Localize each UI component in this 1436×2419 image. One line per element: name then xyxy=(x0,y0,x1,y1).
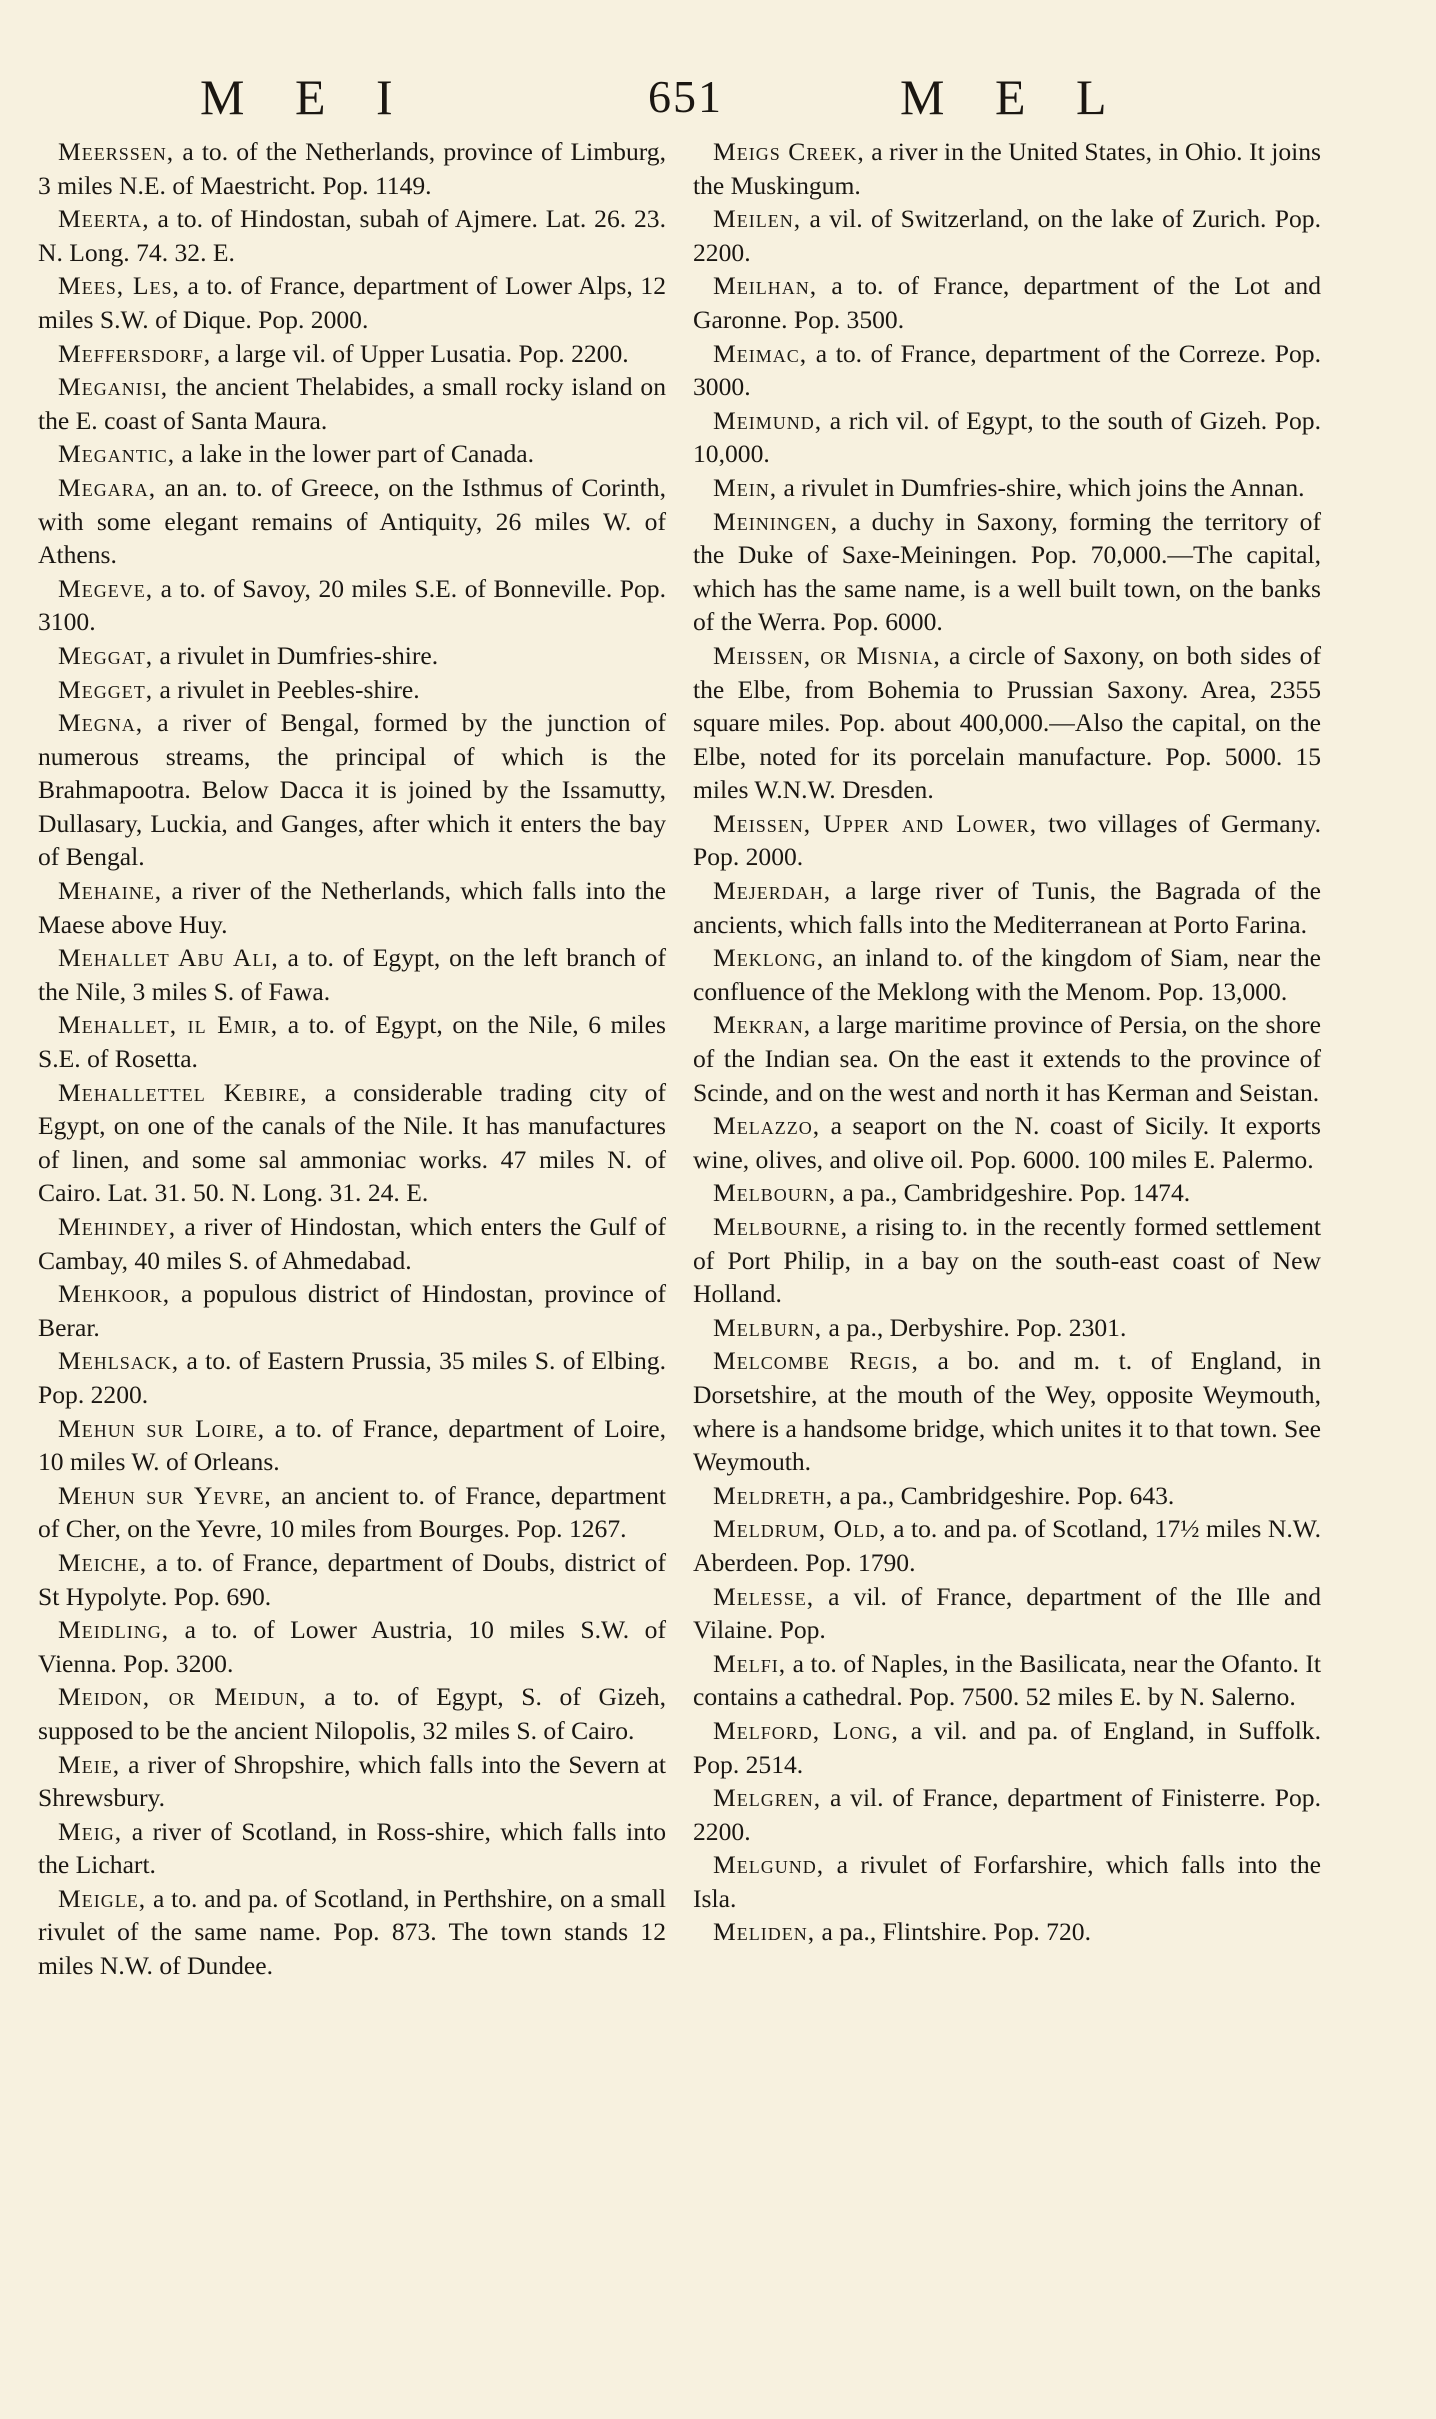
entry-headword: Meggat, xyxy=(58,640,154,670)
gazetteer-entry xyxy=(693,1176,1321,1210)
gazetteer-entry xyxy=(38,471,666,572)
entry-description: a to. of the Netherlands, province of Limburg, 3 miles N.E. of Maestricht. Pop. 1149. xyxy=(38,137,666,200)
entry-headword: Meilen, xyxy=(713,204,802,234)
entry-description: a river in the United States, in Ohio. It joins the Muskingum. xyxy=(693,137,1321,200)
gazetteer-entry xyxy=(693,337,1321,404)
gazetteer-entry xyxy=(38,1344,666,1411)
gazetteer-entry xyxy=(38,1748,666,1815)
gazetteer-entry xyxy=(693,1311,1321,1345)
entry-headword: Mehun sur Loire, xyxy=(58,1413,266,1443)
gazetteer-entry xyxy=(693,874,1321,941)
entry-description: a circle of Saxony, on both sides of the Elbe, from Bohemia to Prussian Saxony. Area, 2355 square miles. Pop. about 400,000.—Also the capital, on the Elbe, noted for its porcelain manufacture. Pop. 5000. 15 miles W.N.W. Dresden. xyxy=(693,640,1321,805)
gazetteer-entry xyxy=(693,1109,1321,1176)
gazetteer-entry xyxy=(38,1412,666,1479)
entry-headword: Melgund, xyxy=(713,1850,825,1880)
header-right-guide: M E L xyxy=(900,69,1109,125)
entry-headword: Melbourne, xyxy=(713,1212,849,1241)
entry-headword: Mees, Les, xyxy=(58,271,180,301)
entry-description: a rivulet in Peebles-shire. xyxy=(153,674,420,704)
entry-headword: Mehallet Abu Ali, xyxy=(58,943,279,973)
entry-description: a rising to. in the recently formed settlement of Port Philip, in a bay on the south-east coast of New Holland. xyxy=(693,1212,1321,1309)
gazetteer-entry xyxy=(38,1815,666,1882)
entry-headword: Mehaine, xyxy=(58,876,163,906)
entry-headword: Meiche, xyxy=(58,1547,148,1577)
gazetteer-entry xyxy=(693,1008,1321,1109)
gazetteer-entry xyxy=(693,1479,1321,1513)
gazetteer-entry xyxy=(38,337,666,371)
entry-headword: Meigs Creek, xyxy=(713,137,865,166)
entry-headword: Meerssen, xyxy=(58,137,175,166)
entry-description: a to. and pa. of Scotland, 17½ miles N.W. Aberdeen. Pop. 1790. xyxy=(693,1514,1321,1577)
entry-description: a large river of Tunis, the Bagrada of the ancients, which falls into the Mediterranean at Porto Farina. xyxy=(693,876,1321,939)
entry-description: a to. of Hindostan, subah of Ajmere. Lat. 26. 23. N. Long. 74. 32. E. xyxy=(38,204,666,267)
entry-headword: Meissen, Upper and Lower, xyxy=(713,808,1038,838)
page-number: 651 xyxy=(648,71,723,122)
entry-description: a to. of France, department of Doubs, district of St Hypolyte. Pop. 690. xyxy=(38,1547,666,1611)
gazetteer-entry xyxy=(693,639,1321,807)
entry-headword: Melcombe Regis, xyxy=(713,1346,919,1376)
entry-headword: Meldrum, Old, xyxy=(713,1514,887,1544)
entry-description: a to. of Eastern Prussia, 35 miles S. of Elbing. Pop. 2200. xyxy=(38,1346,666,1409)
gazetteer-entry xyxy=(693,1647,1321,1714)
entry-description: a pa., Cambridgeshire. Pop. 1474. xyxy=(836,1178,1191,1208)
entry-description: a river of Bengal, formed by the junction of numerous streams, the principal of which is the Brahmapootra. Below Dacca it is joined by the Issamutty, Dullasary, Luckia, and Ganges, after which it enters the bay of Bengal. xyxy=(38,708,666,872)
gazetteer-entry xyxy=(38,1277,666,1344)
entry-headword: Melfi, xyxy=(713,1648,787,1678)
gazetteer-entry xyxy=(38,135,666,202)
entry-description: a pa., Derbyshire. Pop. 2301. xyxy=(822,1312,1127,1342)
entry-headword: Meidling, xyxy=(58,1615,170,1645)
gazetteer-entry xyxy=(693,807,1321,874)
gazetteer-entry xyxy=(693,1512,1321,1579)
entry-description: a to. of France, department of the Correze. Pop. 3000. xyxy=(693,338,1321,402)
entry-headword: Meilhan, xyxy=(713,271,818,301)
entry-headword: Mejerdah, xyxy=(713,876,832,906)
entry-description: a rich vil. of Egypt, to the south of Gizeh. Pop. 10,000. xyxy=(693,405,1321,469)
entry-description: a to. of Egypt, on the Nile, 6 miles S.E. of Rosetta. xyxy=(38,1010,666,1074)
entry-headword: Melburn, xyxy=(713,1312,823,1342)
entry-headword: Mehun sur Yevre, xyxy=(58,1480,272,1510)
entry-description: a vil. and pa. of England, in Suffolk. Pop. 2514. xyxy=(693,1715,1322,1779)
right-column xyxy=(693,135,1321,1949)
entry-description: a to. of France, department of Loire, 10 miles W. of Orleans. xyxy=(38,1413,666,1477)
gazetteer-entry xyxy=(38,1076,666,1210)
gazetteer-entry xyxy=(38,1613,666,1680)
gazetteer-entry xyxy=(693,404,1321,471)
entry-description: a pa., Cambridgeshire. Pop. 643. xyxy=(833,1480,1175,1510)
entry-description: a to. of Naples, in the Basilicata, near the Ofanto. It contains a cathedral. Pop. 7500. 52 miles E. by N. Salerno. xyxy=(693,1648,1321,1712)
entry-headword: Melford, Long, xyxy=(713,1715,899,1745)
entry-headword: Meie, xyxy=(58,1749,121,1779)
entry-headword: Meerta, xyxy=(58,204,150,234)
gazetteer-entry xyxy=(38,269,666,336)
entry-headword: Mehkoor, xyxy=(58,1279,171,1309)
entry-description: two villages of Germany. Pop. 2000. xyxy=(693,808,1321,872)
gazetteer-entry xyxy=(38,706,666,874)
entry-description: a rivulet of Forfarshire, which falls into the Isla. xyxy=(693,1850,1321,1913)
gazetteer-entry xyxy=(38,1210,666,1277)
gazetteer-entry xyxy=(693,1580,1321,1647)
gazetteer-entry xyxy=(38,1008,666,1075)
entry-description: the ancient Thelabides, a small rocky island on the E. coast of Santa Maura. xyxy=(38,372,666,435)
gazetteer-entry xyxy=(38,673,666,707)
gazetteer-entry xyxy=(38,437,666,471)
entry-headword: Melesse, xyxy=(713,1581,815,1611)
gazetteer-entry xyxy=(38,941,666,1008)
left-column xyxy=(38,135,666,1983)
entry-description: a vil. of France, department of Finisterre. Pop. 2200. xyxy=(693,1783,1321,1846)
entry-headword: Meffersdorf, xyxy=(58,338,212,368)
gazetteer-entry xyxy=(38,639,666,673)
entry-headword: Meissen, or Misnia, xyxy=(713,640,941,670)
entry-description: a vil. of Switzerland, on the lake of Zurich. Pop. 2200. xyxy=(693,204,1321,267)
gazetteer-entry xyxy=(38,1882,666,1983)
entry-description: a seaport on the N. coast of Sicily. It exports wine, olives, and olive oil. Pop. 6000. 100 miles E. Palermo. xyxy=(693,1111,1321,1174)
entry-headword: Meklong, xyxy=(713,943,825,973)
entry-headword: Meimund, xyxy=(713,405,823,435)
entry-headword: Meliden, xyxy=(713,1917,816,1947)
entry-headword: Melbourn, xyxy=(713,1178,837,1208)
gazetteer-entry xyxy=(38,370,666,437)
entry-headword: Mein, xyxy=(713,472,778,502)
gazetteer-entry xyxy=(693,1915,1321,1949)
gazetteer-entry xyxy=(693,135,1321,202)
entry-headword: Megeve, xyxy=(58,573,154,603)
entry-description: a to. of Egypt, on the left branch of the Nile, 3 miles S. of Fawa. xyxy=(38,943,667,1006)
entry-description: a duchy in Saxony, forming the territory of the Duke of Saxe-Meiningen. Pop. 70,000.—The capital, which has the same name, is a well built town, on the banks of the Werra. Pop. 6000. xyxy=(693,506,1321,637)
entry-description: a river of Scotland, in Ross-shire, which falls into the Lichart. xyxy=(38,1816,666,1880)
entry-headword: Mekran, xyxy=(713,1010,812,1040)
entry-headword: Megantic, xyxy=(58,439,176,469)
entry-description: a considerable trading city of Egypt, on one of the canals of the Nile. It has manufactures of linen, and some sal ammoniac works. 47 miles N. of Cairo. Lat. 31. 50. N. Long. 31. 24. E. xyxy=(38,1077,666,1208)
gazetteer-entry xyxy=(38,1479,666,1546)
entry-description: a rivulet in Dumfries-shire, which joins the Annan. xyxy=(777,472,1305,502)
entry-description: a vil. of France, department of the Ille and Vilaine. Pop. xyxy=(693,1581,1321,1645)
gazetteer-entry xyxy=(38,1680,666,1747)
gazetteer-entry xyxy=(693,505,1321,639)
gazetteer-entry xyxy=(693,941,1321,1008)
entry-headword: Mehallettel Kebire, xyxy=(58,1077,308,1107)
entry-description: a to. of France, department of Lower Alps, 12 miles S.W. of Dique. Pop. 2000. xyxy=(38,271,666,334)
entry-headword: Melazzo, xyxy=(713,1111,821,1141)
gazetteer-entry xyxy=(38,202,666,269)
entry-headword: Meganisi, xyxy=(58,372,169,402)
entry-headword: Megget, xyxy=(58,674,154,704)
gazetteer-entry xyxy=(693,471,1321,505)
entry-description: a lake in the lower part of Canada. xyxy=(175,439,535,469)
gazetteer-entry xyxy=(38,874,666,941)
gazetteer-entry xyxy=(693,1210,1321,1311)
entry-headword: Megna, xyxy=(58,708,144,738)
entry-description: a to. of Savoy, 20 miles S.E. of Bonneville. Pop. 3100. xyxy=(38,573,666,637)
header-left-guide: M E I xyxy=(200,69,395,125)
entry-headword: Mehallet, il Emir, xyxy=(58,1010,279,1040)
entry-description: a bo. and m. t. of England, in Dorsetshire, at the mouth of the Wey, opposite Weymouth, where is a handsome bridge, which unites it to that town. See Weymouth. xyxy=(693,1346,1322,1477)
entry-description: a to. of Egypt, S. of Gizeh, supposed to be the ancient Nilopolis, 32 miles S. of Cairo. xyxy=(38,1682,666,1745)
entry-description: a river of Hindostan, which enters the Gulf of Cambay, 40 miles S. of Ahmedabad. xyxy=(38,1212,666,1275)
entry-description: a river of Shropshire, which falls into the Severn at Shrewsbury. xyxy=(38,1749,666,1813)
gazetteer-entry xyxy=(693,1781,1321,1848)
entry-description: a large maritime province of Persia, on the shore of the Indian sea. On the east it extends to the province of Scinde, and on the west and north it has Kerman and Seistan. xyxy=(693,1010,1321,1107)
entry-description: a river of the Netherlands, which falls into the Maese above Huy. xyxy=(38,876,666,939)
gazetteer-entry xyxy=(38,1546,666,1613)
entry-description: a to. and pa. of Scotland, in Perthshire, on a small rivulet of the same name. Pop. 873. The town stands 12 miles N.W. of Dundee. xyxy=(38,1883,666,1981)
entry-description: an inland to. of the kingdom of Siam, near the confluence of the Meklong with the Menom. Pop. 13,000. xyxy=(693,943,1321,1006)
gazetteer-entry xyxy=(693,202,1321,269)
entry-description: a to. of Lower Austria, 10 miles S.W. of Vienna. Pop. 3200. xyxy=(38,1615,666,1678)
gazetteer-entry xyxy=(693,1714,1321,1781)
entry-headword: Melgren, xyxy=(713,1783,822,1813)
gazetteer-entry xyxy=(693,269,1321,336)
gazetteer-entry xyxy=(693,1848,1321,1915)
entry-description: an ancient to. of France, department of Cher, on the Yevre, 10 miles from Bourges. Pop. 1267. xyxy=(38,1480,666,1544)
running-head xyxy=(0,62,1436,132)
entry-headword: Mehlsack, xyxy=(58,1346,180,1376)
entry-description: a populous district of Hindostan, province of Berar. xyxy=(38,1279,666,1342)
entry-description: a rivulet in Dumfries-shire. xyxy=(153,640,439,670)
entry-description: a pa., Flintshire. Pop. 720. xyxy=(815,1917,1091,1947)
entry-headword: Meig, xyxy=(58,1816,123,1846)
entry-headword: Meidon, or Meidun, xyxy=(58,1682,307,1712)
entry-headword: Mehindey, xyxy=(58,1212,177,1241)
gazetteer-entry xyxy=(38,572,666,639)
entry-headword: Megara, xyxy=(58,472,157,502)
entry-headword: Meldreth, xyxy=(713,1480,834,1510)
entry-description: a large vil. of Upper Lusatia. Pop. 2200. xyxy=(211,338,629,368)
gazetteer-entry xyxy=(693,1344,1321,1478)
entry-headword: Meimac, xyxy=(713,338,808,368)
entry-headword: Meigle, xyxy=(58,1883,147,1913)
entry-description: a to. of France, department of the Lot and Garonne. Pop. 3500. xyxy=(693,271,1321,334)
entry-headword: Meiningen, xyxy=(713,506,839,536)
entry-description: an an. to. of Greece, on the Isthmus of Corinth, with some elegant remains of Antiquity, 26 miles W. of Athens. xyxy=(38,472,666,570)
